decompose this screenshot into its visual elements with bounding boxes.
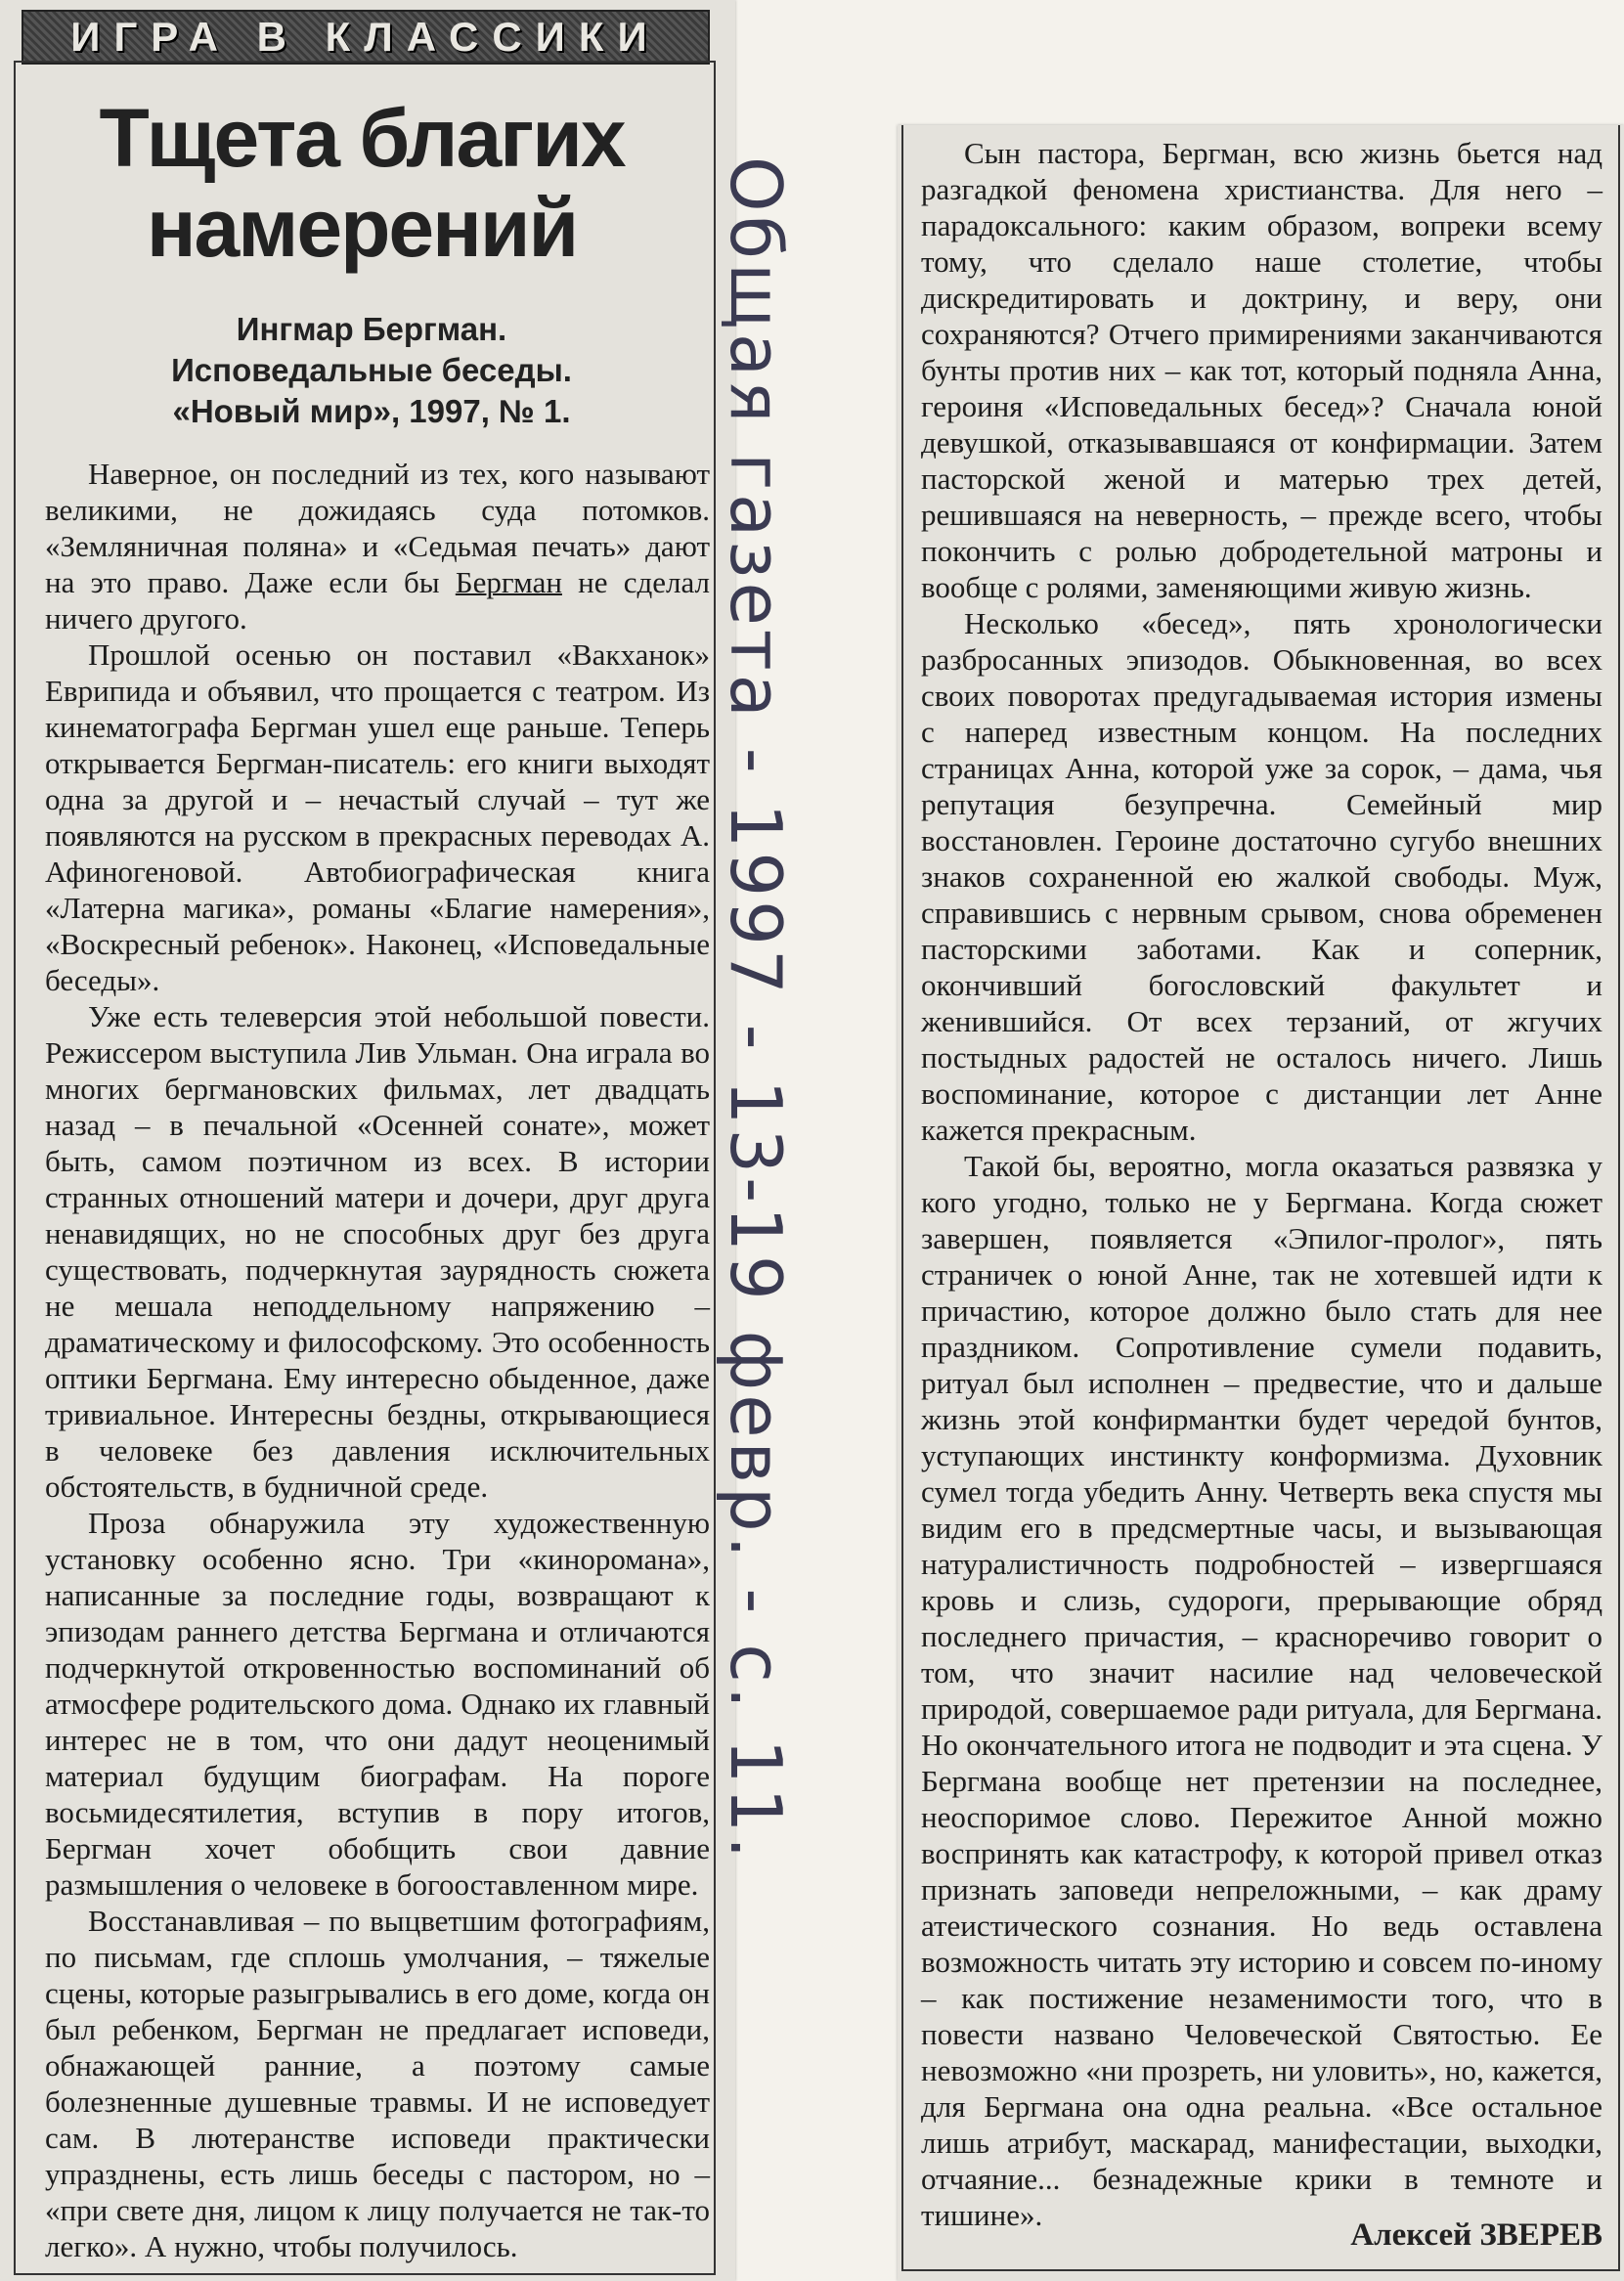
underlined-word: Бергман <box>455 565 562 599</box>
paragraph-text: Наверное, он последний из тех, кого называют великими, не дожидаясь суда потомков. «Земляничная поляна» и «Седьмая печать» дают на это право. Даже если бы <box>45 457 710 599</box>
author-signature: Алексей ЗВЕРЕВ <box>1350 2217 1602 2253</box>
headline-line: намерений <box>146 182 578 274</box>
paragraph: Проза обнаружила эту художественную установку особенно ясно. Три «кинoромана», написанные за последние годы, возвращают к эпизодам раннего детства Бергмана и отличаются подчеркнутой откровенностью воспоминаний об атмосфере родительского дома. Однако их главный интерес не в том, что они дадут неоценимый материал будущим биографам. На пороге восьмидесятилетия, вступив в пору итогов, Бергман хочет обобщить свои давние размышления о человеке в богооставленном мире. <box>45 1506 710 1902</box>
headline-line: Тщета благих <box>99 92 625 184</box>
rubric-banner <box>22 10 710 65</box>
subtitle-line: «Новый мир», 1997, № 1. <box>172 393 571 429</box>
paragraph: Восстанавливая – по выцветшим фотографиям, по письмам, где сплошь умолчания, – тяжелые сцены, которые разыгрывались в его доме, когда он был ребенком, Бергман не предлагает исповеди, обнажающей ранние, а поэтому самые болезненные душевные травмы. И не исповедует сам. В лютеранстве исповеди практически упразднены, есть лишь беседы с пастором, но – «при свете дня, лицом к лицу получается не так-то легко». А нужно, чтобы получилось. <box>45 1904 710 2263</box>
article-headline <box>59 93 665 273</box>
paragraph-text: не сделал ничего другого. <box>45 565 710 636</box>
subtitle-line: Ингмар Бергман. <box>236 311 507 347</box>
paragraph: Несколько «бесед», пять хронологически разбросанных эпизодов. Обыкновенная, во всех своих поворотах предугадываемая история измены с наперед известным концом. На последних страницах Анна, которой уже за сорок, – дама, чья репутация безупречна. Семейный мир восстановлен. Героине достаточно сугубо внешних знаков сохраненной ею жалкой свободы. Муж, справившись с нервным срывом, снова обременен пасторскими заботами. Как и соперник, окончивший богословский факультет и женившийся. От всех терзаний, от жгучих постыдных радостей не осталось ничего. Лишь воспоминание, которое с дистанции лет Анне кажется прекрасным. <box>921 606 1602 1147</box>
paragraph: Прошлой осенью он поставил «Вакханок» Еврипида и объявил, что прощается с театром. Из кинематографа Бергман ушел еще раньше. Теперь открывается Бергман-писатель: его книги выходят одна за другой и – нечастый случай – тут же появляются на русском в прекрасных переводах А. Афиногеновой. Автобиографическая книга «Латерна магика», романы «Благие намерения», «Воскресный ребенок». Наконец, «Исповедальные беседы». <box>45 637 710 997</box>
paragraph <box>45 456 710 636</box>
right-clipping <box>898 125 1624 2281</box>
subtitle-line: Исповедальные беседы. <box>171 352 572 388</box>
rubric-title: ИГРА В КЛАССИКИ <box>70 14 661 60</box>
paragraph: Такой бы, вероятно, могла оказаться развязка у кого угодно, только не у Бергмана. Когда сюжет завершен, появляется «Эпилог-пролог», пять страничек о юной Анне, так не хотевшей идти к причастию, которое должно было стать для нее праздником. Сопротивление сумели подавить, ритуал был исполнен – предвестие, что и дальше жизнь этой конфирмантки будет чередой бунтов, уступающих инстинкту конформизма. Духовник сумел тогда убедить Анну. Четверть века спустя мы видим его в предсмертные часы, и вызывающая натуралистичность подробностей – извергшаяся кровь и слизь, судороги, прерывающие обряд последнего причастия, – красноречиво говорит о том, что значит насилие над человеческой природой, совершаемое ради ритуала, для Бергмана. Но окончательного итога не подводит и эта сцена. У Бергмана вообще нет претензии на последнее, неоспоримое слово. Пережитое Анной можно воспринять как катастрофу, к которой привел отказ признать заповеди непреложными, – как драму атеистического сознания. Но ведь оставлена возможность читать эту историю и совсем по-иному – как постижение незаменимости того, что в повести названо Человеческой Святостью. Ее невозможно «ни прозреть, ни уловить», но, кажется, для Бергмана она одна реальна. «Все остальное лишь атрибут, маскарад, манифестации, выходки, отчаяние... безнадежные крики в темноте и тишине». <box>921 1149 1602 2232</box>
article-subtitle <box>59 309 684 432</box>
handwritten-citation-text: Общая газета - 1997 - 13-19 февр. - с. 11. <box>715 156 797 1864</box>
right-column-body <box>921 135 1602 2232</box>
paragraph: Сын пастора, Бергман, всю жизнь бьется над разгадкой феномена христианства. Для него – парадоксального: каким образом, вопреки всему тому, что сделало наше столетие, чтобы дискредитировать и доктрину, и веру, они сохраняются? Отчего примирениями заканчиваются бунты против них – как тот, который подняла Анна, героиня «Исповедальных бесед»? Сначала юной девушкой, отказывавшаяся от конфирмации. Затем пасторской женой и матерью трех детей, решившаяся на неверность, – прежде всего, чтобы покончить с ролью добродетельной матроны и вообще с ролями, заменяющими живую жизнь. <box>921 136 1602 604</box>
left-clipping <box>0 0 735 2281</box>
paragraph: Уже есть телеверсия этой небольшой повести. Режиссером выступила Лив Ульман. Она играла во многих бергмановских фильмах, лет двадцать назад – в печальной «Осенней сонате», может быть, самом поэтичном из всех. В истории странных отношений матери и дочери, друг друга ненавидящих, но не способных друг без друга существовать, подчеркнутая заурядность сюжета не мешала неподдельному напряжению – драматическому и философскому. Это особенность оптики Бергмана. Ему интересно обыденное, даже тривиальное. Интересны бездны, открывающиеся в человеке без давления исключительных обстоятельств, в будничной среде. <box>45 999 710 1504</box>
left-column-body <box>45 456 710 2274</box>
